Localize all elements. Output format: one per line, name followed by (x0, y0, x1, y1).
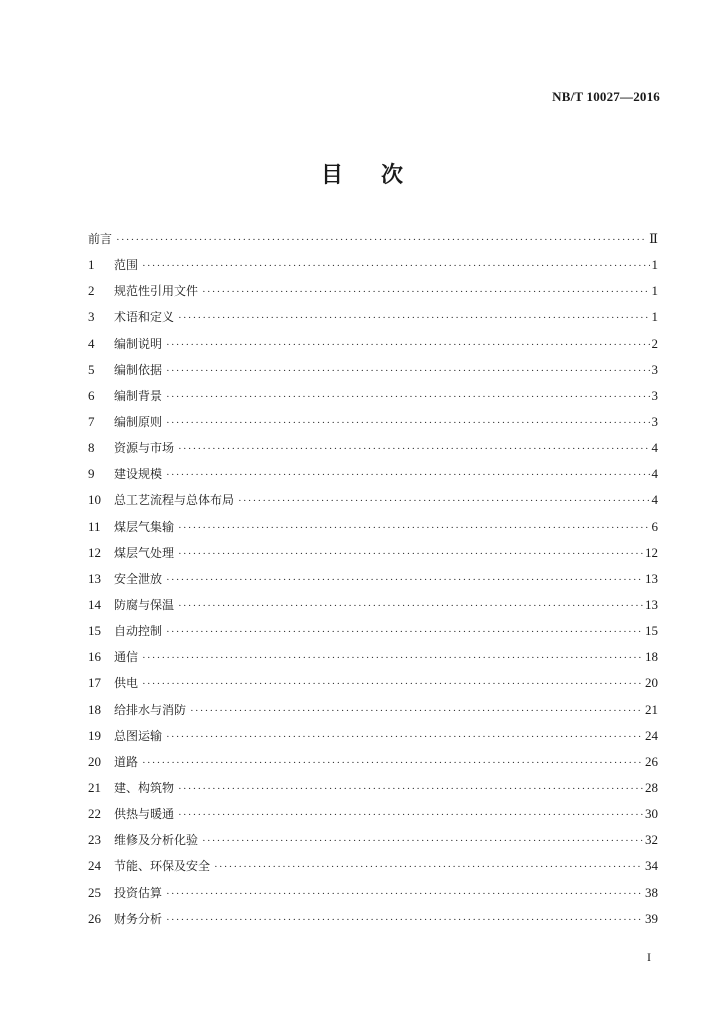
toc-entry[interactable] (88, 670, 658, 696)
toc-entry-number: 12 (88, 544, 101, 560)
toc-entry[interactable] (88, 723, 658, 749)
toc-entry-page: 15 (645, 623, 658, 639)
toc-entry-page: 13 (645, 596, 658, 612)
toc-entry-label: 总工艺流程与总体布局 (114, 493, 235, 508)
toc-entry-page: 30 (645, 806, 658, 822)
toc-entry-label: 编制说明 (114, 336, 163, 351)
toc-entry-label: 安全泄放 (114, 571, 163, 586)
toc-dot-leader (202, 828, 643, 854)
toc-entry-number: 19 (88, 727, 101, 743)
toc-entry[interactable] (88, 383, 658, 409)
toc-dot-leader (166, 410, 649, 436)
toc-dot-leader (166, 881, 643, 907)
toc-entry-page: 4 (651, 466, 658, 482)
toc-entry-page: 4 (651, 440, 658, 456)
toc-entry-number: 10 (88, 492, 101, 508)
toc-entry[interactable] (88, 827, 658, 853)
toc-dot-leader (166, 907, 643, 933)
toc-entry[interactable] (88, 853, 658, 879)
toc-entry-number: 8 (88, 440, 95, 456)
toc-dot-leader (178, 593, 643, 619)
toc-dot-leader (178, 305, 649, 331)
toc-entry[interactable] (88, 749, 658, 775)
toc-entry-label: 给排水与消防 (114, 702, 187, 717)
toc-entry-page: 1 (651, 309, 658, 325)
toc-entry-label: 建、构筑物 (114, 780, 175, 795)
toc-entry-page: 34 (645, 858, 658, 874)
toc-dot-leader (178, 515, 649, 541)
toc-entry[interactable] (88, 697, 658, 723)
toc-dot-leader (142, 750, 643, 776)
toc-entry[interactable] (88, 618, 658, 644)
toc-entry[interactable] (88, 801, 658, 827)
toc-entry-number: 13 (88, 570, 101, 586)
toc-dot-leader (166, 619, 643, 645)
toc-dot-leader (166, 462, 649, 488)
toc-entry-label: 编制依据 (114, 362, 163, 377)
toc-entry-label: 建设规模 (114, 467, 163, 482)
toc-entry-number: 20 (88, 753, 101, 769)
page-number: I (647, 950, 651, 964)
toc-entry[interactable] (88, 461, 658, 487)
toc-entry-label: 煤层气集输 (114, 519, 175, 534)
toc-entry-number: 4 (88, 335, 95, 351)
toc-entry-label: 防腐与保温 (114, 597, 175, 612)
toc-entry-page: 26 (645, 753, 658, 769)
toc-entry-page: 2 (651, 335, 658, 351)
toc-entry[interactable] (88, 540, 658, 566)
toc-dot-leader (178, 802, 643, 828)
toc-dot-leader (142, 671, 643, 697)
toc-dot-leader (202, 279, 649, 305)
toc-entry-page: 28 (645, 779, 658, 795)
toc-entry[interactable] (88, 566, 658, 592)
toc-entry-label: 财务分析 (114, 911, 163, 926)
toc-entry-label: 规范性引用文件 (114, 284, 199, 299)
toc-entry-label: 维修及分析化验 (114, 833, 199, 848)
toc-entry[interactable] (88, 514, 658, 540)
toc-dot-leader (238, 488, 649, 514)
toc-entry[interactable] (88, 331, 658, 357)
toc-entry-number: 5 (88, 361, 95, 377)
toc-entry-number: 25 (88, 884, 101, 900)
toc-entry-page: 3 (651, 413, 658, 429)
toc-entry-label: 总图运输 (114, 728, 163, 743)
toc-entry-number: 17 (88, 675, 101, 691)
toc-entry-label: 前言 (88, 232, 113, 246)
toc-entry-label: 供电 (114, 676, 139, 691)
toc-entry-page: 3 (651, 361, 658, 377)
toc-entry[interactable] (88, 409, 658, 435)
toc-entry-label: 节能、环保及安全 (114, 859, 211, 874)
toc-entry[interactable] (88, 252, 658, 278)
toc-entry-number: 9 (88, 466, 95, 482)
toc-dot-leader (178, 436, 649, 462)
toc-dot-leader (178, 541, 643, 567)
toc-entry[interactable] (88, 278, 658, 304)
toc-dot-leader (116, 227, 647, 253)
toc-entry-label: 供热与暖通 (114, 807, 175, 822)
toc-dot-leader (142, 645, 643, 671)
toc-dot-leader (166, 567, 643, 593)
toc-entry-page: 32 (645, 832, 658, 848)
toc-entry-number: 2 (88, 283, 95, 299)
toc-entry-page: 21 (645, 701, 658, 717)
title-char-1: 目 (320, 163, 343, 188)
table-of-contents (88, 226, 658, 932)
toc-entry-page: 13 (645, 570, 658, 586)
toc-entry-label: 编制原则 (114, 414, 163, 429)
toc-dot-leader (166, 384, 649, 410)
toc-entry-page: Ⅱ (649, 231, 658, 246)
toc-entry[interactable] (88, 226, 658, 252)
toc-entry-number: 16 (88, 649, 101, 665)
toc-dot-leader (166, 358, 649, 384)
toc-entry-number: 7 (88, 413, 95, 429)
toc-dot-leader (190, 698, 643, 724)
toc-entry-label: 煤层气处理 (114, 545, 175, 560)
toc-entry-number: 18 (88, 701, 101, 717)
toc-entry[interactable] (88, 487, 658, 513)
toc-entry-label: 投资估算 (114, 885, 163, 900)
toc-entry-number: 15 (88, 623, 101, 639)
toc-entry[interactable] (88, 775, 658, 801)
toc-entry-label: 术语和定义 (114, 310, 175, 325)
toc-entry-number: 11 (88, 518, 101, 534)
standard-code: NB/T 10027—2016 (552, 89, 660, 104)
toc-dot-leader (166, 724, 643, 750)
toc-entry[interactable] (88, 357, 658, 383)
toc-entry-page: 1 (651, 257, 658, 273)
toc-entry-number: 26 (88, 910, 101, 926)
toc-entry-page: 6 (651, 518, 658, 534)
toc-entry-page: 3 (651, 387, 658, 403)
toc-entry-page: 1 (651, 283, 658, 299)
toc-dot-leader (166, 332, 649, 358)
toc-entry-number: 1 (88, 257, 95, 273)
toc-entry-number: 3 (88, 309, 95, 325)
toc-entry-number: 21 (88, 779, 101, 795)
toc-entry-label: 编制背景 (114, 388, 163, 403)
page-title (0, 158, 724, 189)
toc-entry-page: 20 (645, 675, 658, 691)
toc-entry-number: 23 (88, 832, 101, 848)
toc-entry-label: 自动控制 (114, 624, 163, 639)
toc-entry-page: 18 (645, 649, 658, 665)
toc-entry-page: 24 (645, 727, 658, 743)
toc-entry-label: 资源与市场 (114, 441, 175, 456)
toc-entry-page: 12 (645, 544, 658, 560)
toc-dot-leader (214, 854, 643, 880)
toc-entry-number: 24 (88, 858, 101, 874)
toc-entry[interactable] (88, 644, 658, 670)
toc-entry[interactable] (88, 906, 658, 932)
title-char-2: 次 (381, 163, 404, 188)
toc-entry[interactable] (88, 592, 658, 618)
toc-entry-label: 通信 (114, 650, 139, 665)
toc-entry-page: 4 (651, 492, 658, 508)
toc-entry-label: 范围 (114, 258, 139, 273)
toc-entry[interactable] (88, 304, 658, 330)
toc-entry[interactable] (88, 880, 658, 906)
toc-entry-page: 38 (645, 884, 658, 900)
toc-entry-number: 6 (88, 387, 95, 403)
toc-entry-number: 22 (88, 806, 101, 822)
toc-entry[interactable] (88, 435, 658, 461)
toc-dot-leader (142, 253, 649, 279)
toc-dot-leader (178, 776, 643, 802)
toc-entry-label: 道路 (114, 754, 139, 769)
toc-entry-number: 14 (88, 596, 101, 612)
toc-entry-page: 39 (645, 910, 658, 926)
